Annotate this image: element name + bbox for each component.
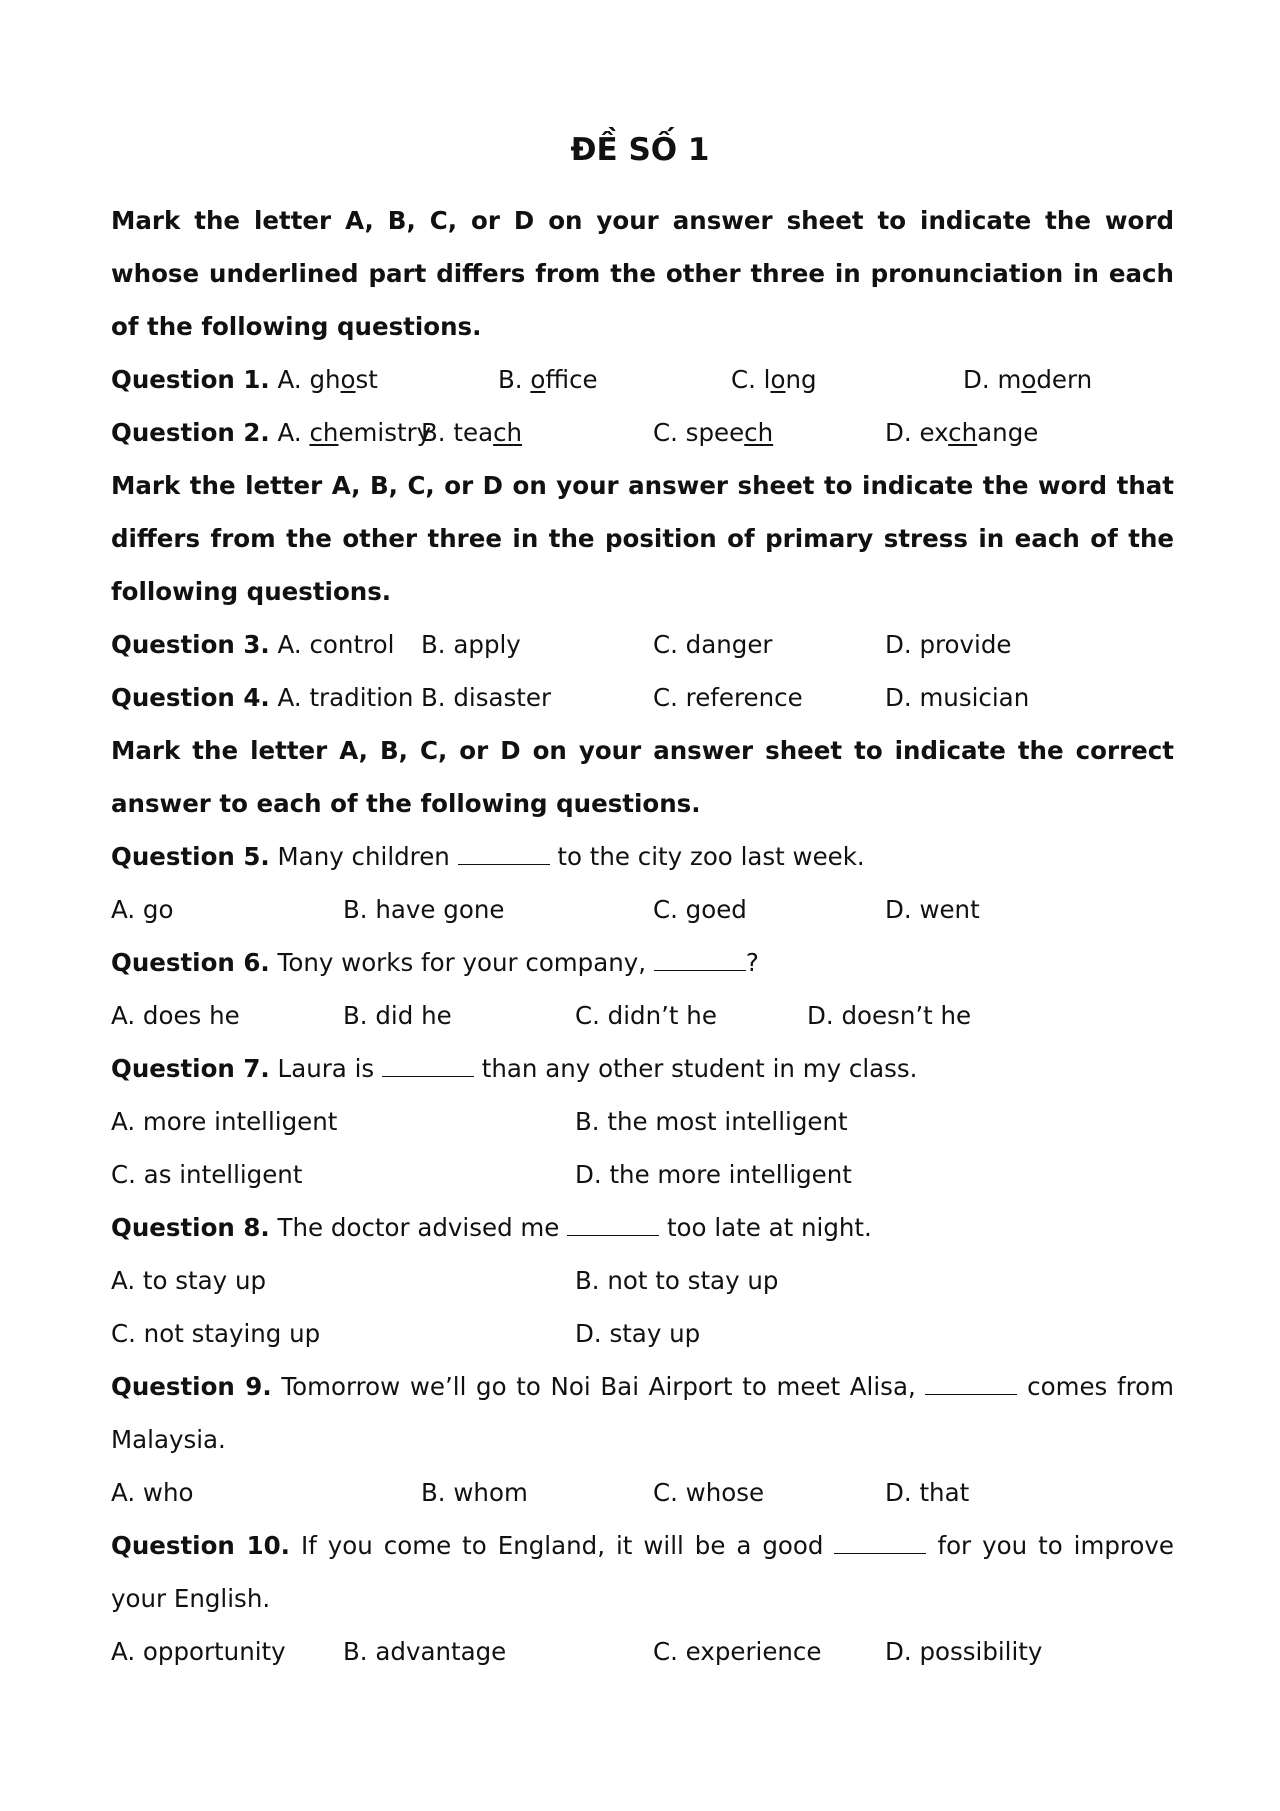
question-3 xyxy=(111,618,1174,671)
option-a: A. opportunity xyxy=(111,1637,286,1666)
question-label: Question 4. xyxy=(111,683,270,712)
option-a: A. tradition xyxy=(277,683,414,712)
option-b: B. did he xyxy=(343,1001,452,1030)
option-c: C. goed xyxy=(653,895,747,924)
answer-blank xyxy=(925,1376,1017,1395)
option-b: B. disaster xyxy=(421,683,552,712)
q2-label-and-a xyxy=(111,406,431,459)
question-2 xyxy=(111,406,1174,459)
option-b: B. not to stay up xyxy=(575,1266,779,1295)
question-stem-end: for you to improve your English. xyxy=(111,1531,1174,1613)
question-4 xyxy=(111,671,1174,724)
option-c: C. as intelligent xyxy=(111,1160,303,1189)
question-stem-end: ? xyxy=(745,948,759,977)
question-stem: The doctor advised me xyxy=(277,1213,560,1242)
option-a: A. go xyxy=(111,895,174,924)
option-b: B. apply xyxy=(421,630,521,659)
answer-blank xyxy=(654,952,746,971)
option-b: B. the most intelligent xyxy=(575,1107,848,1136)
question-7-options-row1 xyxy=(111,1095,1174,1148)
option-d: D. modern xyxy=(963,365,1093,394)
option-d: D. musician xyxy=(885,683,1030,712)
question-label: Question 3. xyxy=(111,630,270,659)
option-a: A. to stay up xyxy=(111,1266,267,1295)
question-7-options-row2 xyxy=(111,1148,1174,1201)
question-stem: If you come to England, it will be a good xyxy=(300,1531,824,1560)
answer-blank xyxy=(458,846,550,865)
question-7 xyxy=(111,1042,1174,1095)
option-d: D. exchange xyxy=(885,418,1039,447)
option-b: B. advantage xyxy=(343,1637,507,1666)
stress-instruction: Mark the letter A, B, C, or D on your answer sheet to indicate the word that differs from the other three in the position of primary stress in each of the following questions. xyxy=(111,471,1174,606)
question-label: Question 9. xyxy=(111,1372,272,1401)
option-c: C. whose xyxy=(653,1478,765,1507)
question-6 xyxy=(111,936,1174,989)
option-d: D. went xyxy=(885,895,980,924)
question-label: Question 10. xyxy=(111,1531,290,1560)
option-b: B. whom xyxy=(421,1478,528,1507)
question-10-options xyxy=(111,1625,1174,1678)
question-8-options-row2 xyxy=(111,1307,1174,1360)
question-5 xyxy=(111,830,1174,883)
option-a: A. who xyxy=(111,1478,194,1507)
question-label: Question 1. xyxy=(111,365,270,394)
option-d: D. doesn’t he xyxy=(807,1001,972,1030)
option-d: D. possibility xyxy=(885,1637,1043,1666)
option-a: A. chemistry xyxy=(277,418,432,447)
answer-blank xyxy=(567,1217,659,1236)
option-b: B. have gone xyxy=(343,895,505,924)
question-label: Question 7. xyxy=(111,1054,270,1083)
option-a: A. ghost xyxy=(277,365,378,394)
question-label: Question 2. xyxy=(111,418,270,447)
option-c: C. speech xyxy=(653,418,774,447)
option-b: B. teach xyxy=(421,418,523,447)
pronunciation-instruction: Mark the letter A, B, C, or D on your answer sheet to indicate the word whose underlined part differs from the other three in pronunciation in each of the following questions. xyxy=(111,206,1174,341)
q1-label-and-a xyxy=(111,353,380,406)
question-9-options xyxy=(111,1466,1174,1519)
question-1 xyxy=(111,353,1174,406)
option-c: C. danger xyxy=(653,630,773,659)
question-label: Question 6. xyxy=(111,948,270,977)
option-d: D. stay up xyxy=(575,1319,701,1348)
question-label: Question 5. xyxy=(111,842,270,871)
answer-blank xyxy=(834,1535,926,1554)
question-6-options xyxy=(111,989,1174,1042)
question-label: Question 8. xyxy=(111,1213,270,1242)
option-d: D. that xyxy=(885,1478,970,1507)
question-stem-end: to the city zoo last week. xyxy=(557,842,865,871)
answer-blank xyxy=(382,1058,474,1077)
question-8 xyxy=(111,1201,1174,1254)
option-c: C. reference xyxy=(653,683,803,712)
option-c: C. not staying up xyxy=(111,1319,321,1348)
question-stem: Tony works for your company, xyxy=(277,948,647,977)
question-stem: Laura is xyxy=(277,1054,375,1083)
question-stem: Many children xyxy=(277,842,450,871)
option-c: C. long xyxy=(731,365,817,394)
option-d: D. provide xyxy=(885,630,1012,659)
question-stem-end: than any other student in my class. xyxy=(481,1054,918,1083)
option-d: D. the more intelligent xyxy=(575,1160,852,1189)
q4-label-and-a xyxy=(111,671,413,724)
option-c: C. experience xyxy=(653,1637,822,1666)
option-a: A. does he xyxy=(111,1001,240,1030)
page-title: ĐỀ SỐ 1 xyxy=(570,132,710,168)
question-stem: Tomorrow we’ll go to Noi Bai Airport to meet Alisa, xyxy=(281,1372,916,1401)
question-9 xyxy=(111,1360,1174,1466)
option-a: A. more intelligent xyxy=(111,1107,338,1136)
option-c: C. didn’t he xyxy=(575,1001,717,1030)
question-10 xyxy=(111,1519,1174,1625)
question-8-options-row1 xyxy=(111,1254,1174,1307)
option-a: A. control xyxy=(277,630,395,659)
question-stem-end: too late at night. xyxy=(666,1213,872,1242)
exam-content xyxy=(111,194,1174,1678)
question-5-options xyxy=(111,883,1174,936)
option-b: B. office xyxy=(498,365,598,394)
correct-answer-instruction: Mark the letter A, B, C, or D on your answer sheet to indicate the correct answer to each of the following questions. xyxy=(111,736,1174,818)
question-stem-end: comes from Malaysia. xyxy=(111,1372,1174,1454)
q3-label-and-a xyxy=(111,618,394,671)
